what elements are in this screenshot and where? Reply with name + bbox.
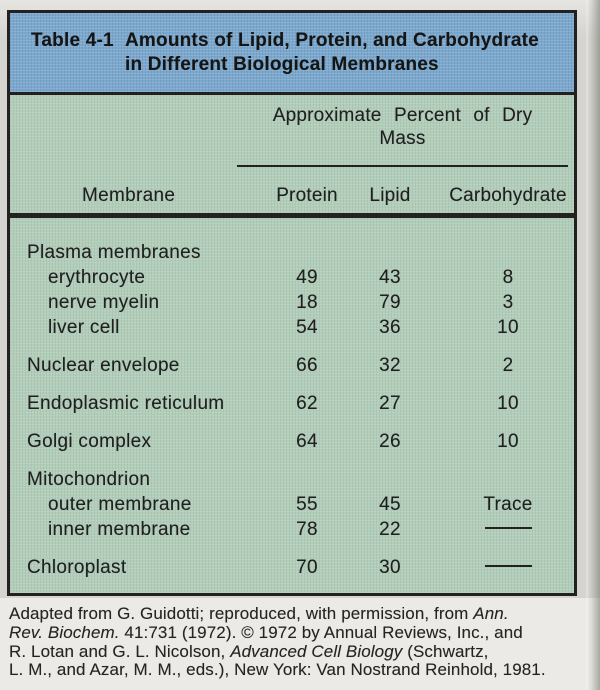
row-label: outer membrane: [48, 494, 192, 515]
header-rule: [10, 213, 574, 218]
carbohydrate-column-header: Carbohydrate: [449, 185, 567, 206]
caption-line-1: Adapted from G. Guidotti; reproduced, with permission, from Ann.: [9, 604, 509, 623]
protein-value: 66: [296, 355, 318, 376]
row-outer-membrane: [10, 492, 574, 517]
protein-value: 64: [296, 431, 318, 452]
row-nerve-myelin: [10, 290, 574, 315]
journal-name: Rev. Biochem.: [9, 622, 120, 642]
caption-line-2: Rev. Biochem. 41:731 (1972). © 1972 by Annual Reviews, Inc., and: [9, 622, 523, 642]
row-endoplasmic-reticulum: [10, 391, 574, 416]
journal-name: Ann.: [473, 604, 509, 623]
lipid-value: 79: [379, 292, 401, 313]
carbohydrate-value: 10: [497, 393, 519, 414]
row-label: erythrocyte: [48, 267, 146, 288]
spanner-heading: [237, 104, 568, 150]
carbohydrate-value: Trace: [483, 494, 533, 515]
book-title: Advanced Cell Biology: [230, 641, 403, 661]
protein-value: 70: [296, 557, 318, 578]
spanner-heading-line2: Mass: [379, 128, 426, 149]
row-chloroplast: [10, 555, 574, 580]
table-title-line2: in Different Biological Membranes: [125, 54, 439, 75]
lipid-column-header: Lipid: [369, 185, 411, 206]
row-label: Golgi complex: [27, 431, 152, 452]
lipid-value: 27: [379, 393, 401, 414]
spanner-rule: [237, 165, 568, 167]
lipid-value: 22: [379, 519, 401, 540]
protein-value: 18: [296, 292, 318, 313]
row-nuclear-envelope: [10, 353, 574, 378]
caption-line-4: L. M., and Azar, M. M., eds.), New York: Van Nostrand Reinhold, 1981.: [9, 660, 546, 680]
protein-column-header: Protein: [276, 185, 338, 206]
carbohydrate-value: 10: [497, 317, 519, 338]
lipid-value: 45: [379, 494, 401, 515]
carbohydrate-value: 3: [502, 292, 514, 313]
lipid-value: 32: [379, 355, 401, 376]
protein-value: 78: [296, 519, 318, 540]
table-title: [125, 29, 574, 77]
row-label: Nuclear envelope: [27, 355, 180, 376]
caption-line-3: R. Lotan and G. L. Nicolson, Advanced Cell Biology (Schwartz,: [9, 641, 489, 661]
membrane-column-header: Membrane: [82, 185, 176, 206]
table-title-line1: Amounts of Lipid, Protein, and Carbohydrate: [125, 30, 539, 51]
protein-value: 55: [296, 494, 318, 515]
row-label: Plasma membranes: [27, 242, 201, 263]
table-caption: [9, 605, 598, 680]
carbohydrate-value: 8: [502, 267, 514, 288]
table-rows: [10, 240, 574, 580]
row-golgi-complex: [10, 429, 574, 454]
row-label: Mitochondrion: [27, 469, 151, 490]
spanner-heading-line1: Approximate Percent of Dry: [272, 105, 533, 126]
table-frame: [7, 10, 577, 596]
table-title-band: [10, 13, 574, 95]
protein-value: 54: [296, 317, 318, 338]
row-label: liver cell: [48, 317, 120, 338]
dash-line: [485, 565, 532, 567]
protein-value: 62: [296, 393, 318, 414]
carbohydrate-value: 2: [502, 355, 514, 376]
lipid-value: 43: [379, 267, 401, 288]
carbohydrate-value: 10: [497, 431, 519, 452]
lipid-value: 26: [379, 431, 401, 452]
lipid-value: 36: [379, 317, 401, 338]
row-erythrocyte: [10, 265, 574, 290]
carbohydrate-none: [438, 517, 578, 542]
row-label: inner membrane: [48, 519, 191, 540]
row-inner-membrane: [10, 517, 574, 542]
row-label: Chloroplast: [27, 557, 127, 578]
lipid-value: 30: [379, 557, 401, 578]
page-edge: [586, 0, 600, 690]
row-plasma-membranes: [10, 240, 574, 265]
row-mitochondrion: [10, 467, 574, 492]
table-number: Table 4-1: [31, 30, 114, 51]
carbohydrate-none: [438, 555, 578, 580]
row-liver-cell: [10, 315, 574, 340]
row-label: Endoplasmic reticulum: [27, 393, 225, 414]
dash-line: [485, 527, 532, 529]
protein-value: 49: [296, 267, 318, 288]
row-label: nerve myelin: [48, 292, 160, 313]
